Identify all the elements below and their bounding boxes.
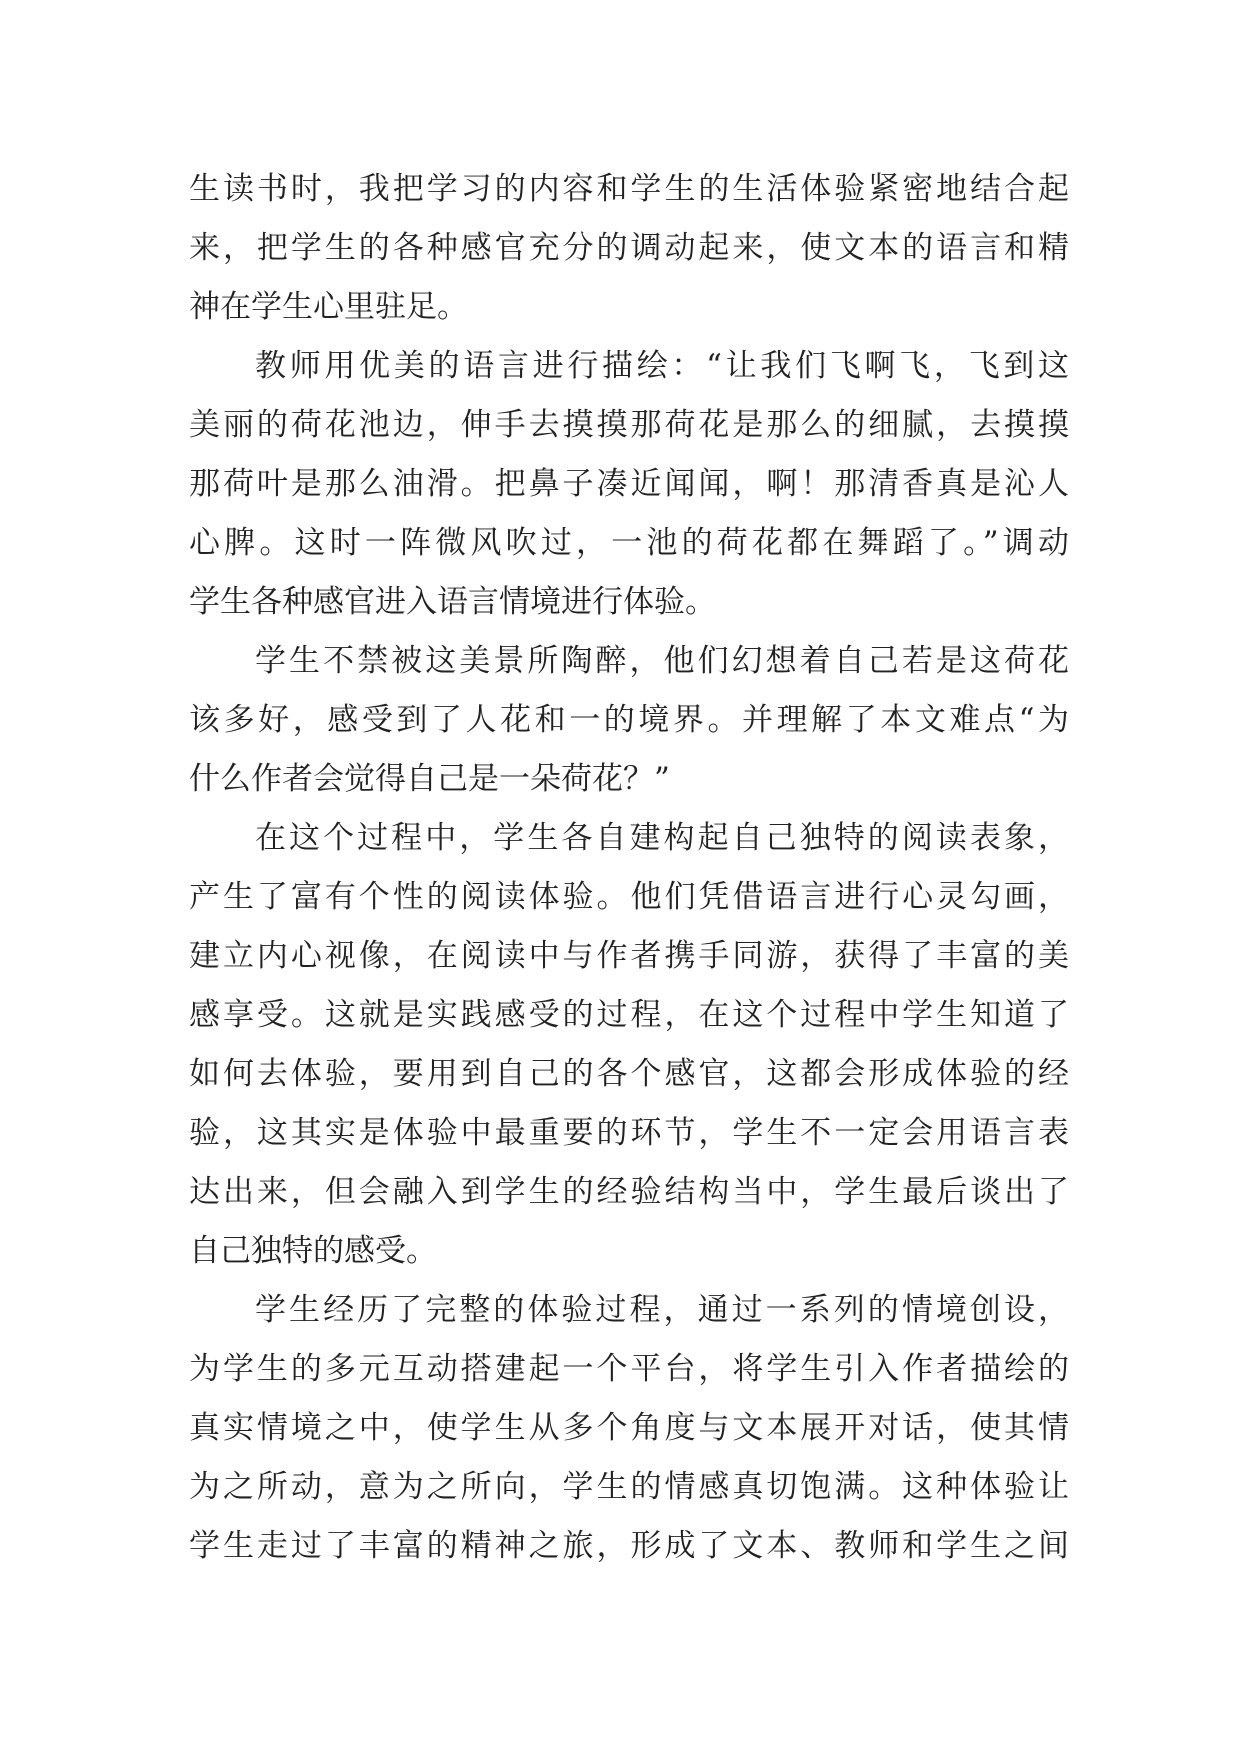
text-line: 学生各种感官进入语言情境进行体验。: [189, 584, 716, 620]
paragraph-4: [189, 809, 1069, 1281]
paragraph-5: [189, 1281, 1069, 1576]
text-line: 生读书时，我把学习的内容和学生的生活体验紧密地结合起: [189, 171, 1069, 207]
text-line: 心脾。这时一阵微风吹过，一池的荷花都在舞蹈了。”调动: [189, 525, 1069, 561]
text-line: 产生了富有个性的阅读体验。他们凭借语言进行心灵勾画，: [189, 879, 1069, 915]
paragraph-3: [189, 632, 1069, 809]
body-text: [189, 160, 1069, 1576]
text-line: 该多好，感受到了人花和一的境界。并理解了本文难点“为: [189, 702, 1069, 738]
paragraph-1: [189, 160, 1069, 337]
text-line: 感享受。这就是实践感受的过程，在这个过程中学生知道了: [189, 997, 1069, 1033]
text-line: 自己独特的感受。: [189, 1233, 437, 1269]
text-line: 在这个过程中，学生各自建构起自己独特的阅读表象，: [255, 820, 1069, 856]
text-line: 验，这其实是体验中最重要的环节，学生不一定会用语言表: [189, 1115, 1069, 1151]
text-line: 来，把学生的各种感官充分的调动起来，使文本的语言和精: [189, 230, 1069, 266]
text-line: 建立内心视像，在阅读中与作者携手同游，获得了丰富的美: [189, 938, 1069, 974]
text-line: 那荷叶是那么油滑。把鼻子凑近闻闻，啊！那清香真是沁人: [189, 466, 1069, 502]
text-line: 美丽的荷花池边，伸手去摸摸那荷花是那么的细腻，去摸摸: [189, 407, 1069, 443]
text-line: 教师用优美的语言进行描绘：“让我们飞啊飞，飞到这: [255, 348, 1069, 384]
text-line: 达出来，但会融入到学生的经验结构当中，学生最后谈出了: [189, 1174, 1069, 1210]
paragraph-2: [189, 337, 1069, 632]
text-line: 学生走过了丰富的精神之旅，形成了文本、教师和学生之间: [189, 1528, 1069, 1564]
text-line: 真实情境之中，使学生从多个角度与文本展开对话，使其情: [189, 1410, 1069, 1446]
text-line: 为学生的多元互动搭建起一个平台，将学生引入作者描绘的: [189, 1351, 1069, 1387]
text-line: 学生不禁被这美景所陶醉，他们幻想着自己若是这荷花: [255, 643, 1069, 679]
text-line: 学生经历了完整的体验过程，通过一系列的情境创设，: [255, 1292, 1069, 1328]
text-line: 神在学生心里驻足。: [189, 289, 468, 325]
text-line: 如何去体验，要用到自己的各个感官，这都会形成体验的经: [189, 1056, 1069, 1092]
text-line: 什么作者会觉得自己是一朵荷花？”: [189, 761, 670, 797]
text-line: 为之所动，意为之所向，学生的情感真切饱满。这种体验让: [189, 1469, 1069, 1505]
